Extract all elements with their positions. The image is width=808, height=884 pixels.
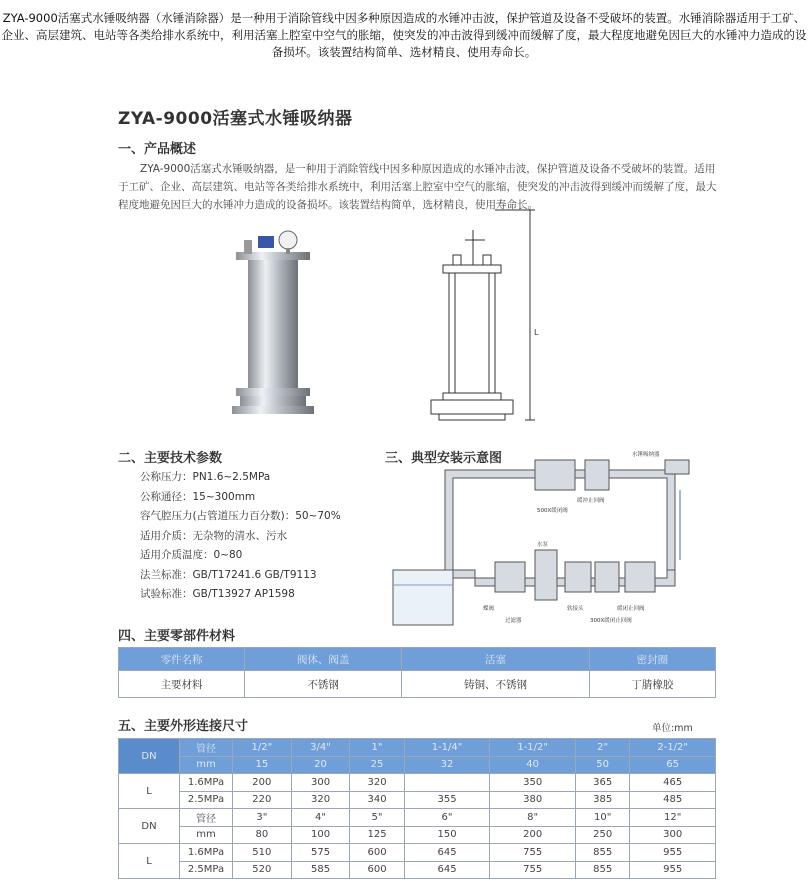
spec-item: 公称通径：15~300mm [140, 490, 256, 503]
table-cell: 3" [233, 809, 292, 827]
dimensions-table [118, 738, 716, 879]
table-cell: 主要材料 [119, 671, 245, 698]
table-cell: 15 [233, 756, 292, 774]
unit-label: 单位:mm [652, 723, 693, 734]
drawing-length-label: L [534, 328, 539, 337]
table-cell: 645 [404, 861, 490, 879]
l-label: L [119, 774, 180, 809]
diagram-label: 蝶阀 [483, 606, 495, 612]
table-cell [404, 774, 490, 792]
table-cell: 755 [490, 861, 576, 879]
table-cell: 1/2" [233, 739, 292, 757]
row-label: mm [180, 756, 233, 774]
product-title: ZYA-9000活塞式水锤吸纳器 [118, 109, 353, 129]
table-cell: 955 [630, 844, 716, 862]
table-cell: 510 [233, 844, 292, 862]
spec-item: 容气腔压力(占管道压力百分数)：50~70% [140, 510, 341, 522]
table-cell: 65 [630, 756, 716, 774]
row-label: 管径 [180, 739, 233, 757]
row-label: 管径 [180, 809, 233, 827]
table-cell: 1-1/4" [404, 739, 490, 757]
table-cell: 465 [630, 774, 716, 792]
spec-list [140, 468, 341, 605]
row-label: 1.6MPa [180, 774, 233, 792]
table-cell: 385 [575, 791, 629, 809]
table-cell: 300 [291, 774, 350, 792]
table-cell: 365 [575, 774, 629, 792]
table-cell: 2-1/2" [630, 739, 716, 757]
dn-label: DN [119, 809, 180, 844]
row-label: 2.5MPa [180, 791, 233, 809]
table-cell: 丁腈橡胶 [589, 671, 715, 698]
table-cell: 6" [404, 809, 490, 827]
row-label: 2.5MPa [180, 861, 233, 879]
table-cell: 855 [575, 844, 629, 862]
table-cell: 520 [233, 861, 292, 879]
overview-paragraph: ZYA-9000活塞式水锤吸纳器，是一种用于消除管线中因多种原因造成的水锤冲击波，保护管道及设备不受破坏的装置。适用于工矿、企业、高层建筑、电站等各类给排水系统中，利用活塞上腔室中空气的胀缩，使突发的冲击波得到缓冲而缓解了度，最大程度地避免因巨大的水锤冲力造成的设备损坏。该装置结构简单，选材精良，使用寿命长。 [118, 163, 717, 211]
table-cell: 600 [350, 861, 404, 879]
table-cell: 340 [350, 791, 404, 809]
table-cell: 485 [630, 791, 716, 809]
table-cell: 1-1/2" [490, 739, 576, 757]
materials-table [118, 647, 716, 698]
table-cell: 300 [630, 826, 716, 844]
table-cell: 20 [291, 756, 350, 774]
diagram-label: 过滤器 [505, 618, 522, 624]
table-cell: 32 [404, 756, 490, 774]
table-cell: 40 [490, 756, 576, 774]
table-cell: 755 [490, 844, 576, 862]
section-dimensions-heading: 五、主要外形连接尺寸 [118, 719, 249, 734]
product-photo [228, 222, 318, 422]
spec-item: 法兰标准：GB/T17241.6 GB/T9113 [140, 568, 317, 581]
spec-item: 公称压力：PN1.6~2.5MPa [140, 471, 271, 483]
section-install-heading: 三、典型安装示意图 [385, 451, 503, 466]
table-cell: 80 [233, 826, 292, 844]
table-cell: 855 [575, 861, 629, 879]
table-cell: 220 [233, 791, 292, 809]
dn-label: DN [119, 739, 180, 774]
table-cell: 200 [233, 774, 292, 792]
table-cell: 50 [575, 756, 629, 774]
table-cell: 2" [575, 739, 629, 757]
table-cell: 320 [291, 791, 350, 809]
table-cell: 25 [350, 756, 404, 774]
diagram-label: 软接头 [567, 606, 584, 612]
diagram-label: 缓冲止回阀 [577, 498, 605, 504]
table-header: 阀体、阀盖 [245, 648, 402, 671]
table-cell: 12" [630, 809, 716, 827]
technical-drawing [425, 200, 550, 430]
diagram-label: 水锤吸纳器 [632, 452, 660, 458]
table-cell: 10" [575, 809, 629, 827]
section-materials-heading: 四、主要零部件材料 [118, 629, 236, 644]
table-cell: 320 [350, 774, 404, 792]
table-cell: 4" [291, 809, 350, 827]
table-cell: 250 [575, 826, 629, 844]
table-header: 活塞 [402, 648, 590, 671]
intro-paragraph: ZYA-9000活塞式水锤吸纳器（水锤消除器）是一种用于消除管线中因多种原因造成的水锤冲击波，保护管道及设备不受破坏的装置。水锤消除器适用于工矿、企业、高层建筑、电站等各类给排水系统中，利用活塞上腔室中空气的胀缩，使突发的冲击波得到缓冲而缓解了度，最大程度地避免因巨大的水锤冲力造成的设备损坏。该装置结构简单、选材精良、使用寿命长。 [1, 11, 807, 59]
table-cell: 150 [404, 826, 490, 844]
table-cell: 645 [404, 844, 490, 862]
spec-item: 适用介质温度：0~80 [140, 549, 243, 561]
l-label: L [119, 844, 180, 879]
table-cell: 铸铜、不锈钢 [402, 671, 590, 698]
row-label: mm [180, 826, 233, 844]
table-cell: 125 [350, 826, 404, 844]
diagram-label: 300X缓闭止回阀 [590, 618, 632, 624]
diagram-label: 水泵 [537, 542, 549, 548]
table-header: 零件名称 [119, 648, 245, 671]
table-cell: 355 [404, 791, 490, 809]
table-cell: 8" [490, 809, 576, 827]
diagram-label: 500X缓闭阀 [537, 508, 568, 514]
diagram-label: 缓闭止回阀 [617, 606, 645, 612]
section-overview-heading: 一、产品概述 [118, 142, 197, 157]
table-cell: 600 [350, 844, 404, 862]
table-cell: 585 [291, 861, 350, 879]
spec-item: 试验标准：GB/T13927 AP1598 [140, 588, 295, 600]
table-cell: 350 [490, 774, 576, 792]
table-header: 密封圈 [589, 648, 715, 671]
table-cell: 955 [630, 861, 716, 879]
table-cell: 200 [490, 826, 576, 844]
section-specs-heading: 二、主要技术参数 [118, 451, 223, 466]
table-cell: 575 [291, 844, 350, 862]
table-cell: 不锈钢 [245, 671, 402, 698]
installation-diagram [385, 450, 705, 630]
table-cell: 1" [350, 739, 404, 757]
table-cell: 5" [350, 809, 404, 827]
table-cell: 100 [291, 826, 350, 844]
table-cell: 380 [490, 791, 576, 809]
table-cell: 3/4" [291, 739, 350, 757]
row-label: 1.6MPa [180, 844, 233, 862]
spec-item: 适用介质：无杂物的清水、污水 [140, 529, 287, 542]
